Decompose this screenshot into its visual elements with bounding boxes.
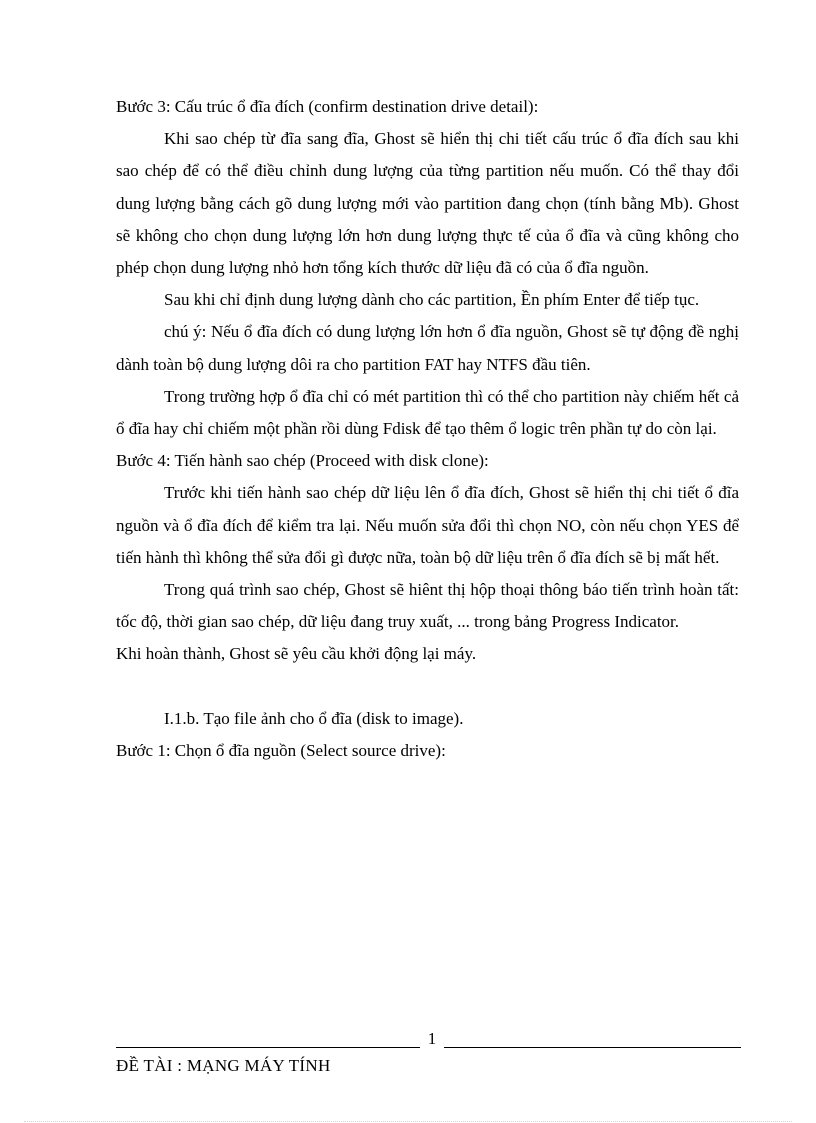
heading-step-3: Bước 3: Cấu trúc ổ đĩa đích (confirm destination drive detail): xyxy=(116,97,539,116)
page-number: 1 xyxy=(420,1030,444,1048)
paragraph: Trong quá trình sao chép, Ghost sẽ hiênt thị hộp thoại thông báo tiến trình hoàn tất: tốc độ, thời gian sao chép, dữ liệu đang truy xuất, ... trong bảng Progress Indicator. xyxy=(116,580,739,632)
section-heading: I.1.b. Tạo file ảnh cho ổ đĩa (disk to image). xyxy=(164,708,464,728)
paragraph: Trong trường hợp ổ đĩa chỉ có mét partition thì có thể cho partition này chiếm hết cả ổ đĩa hay chỉ chiếm một phần rồi dùng Fdisk để tạo thêm ổ logic trên phần tự do còn lại. xyxy=(116,386,739,439)
page-edge-divider xyxy=(24,1121,792,1122)
paragraph: Khi hoàn thành, Ghost sẽ yêu cầu khởi động lại máy. xyxy=(116,644,477,664)
footer-title: ĐỀ TÀI : MẠNG MÁY TÍNH xyxy=(116,1056,331,1075)
body-text xyxy=(116,91,739,767)
heading-step-4: Bước 4: Tiến hành sao chép (Proceed with disk clone): xyxy=(116,451,489,471)
paragraph: Sau khi chỉ định dung lượng dành cho các partition, Ền phím Enter để tiếp tục. xyxy=(164,290,700,310)
blank-line xyxy=(116,671,739,703)
paragraph: Trước khi tiến hành sao chép dữ liệu lên ổ đĩa đích, Ghost sẽ hiển thị chi tiết ổ đĩa nguồn và ổ đĩa đích để kiểm tra lại. Nếu muốn sửa đổi thì chọn NO, còn nếu chọn YES để tiến hành thì không thể sửa đổi gì được nữa, toàn bộ dữ liệu trên ổ đĩa đích sẽ bị mất hết. xyxy=(116,483,739,567)
heading-step-1: Bước 1: Chọn ổ đĩa nguồn (Select source drive): xyxy=(116,740,446,760)
note-paragraph: chú ý: Nếu ổ đĩa đích có dung lượng lớn hơn ổ đĩa nguồn, Ghost sẽ tự động đề nghị dành toàn bộ dung lượng dôi ra cho partition FAT hay NTFS đầu tiên. xyxy=(116,322,739,374)
paragraph: Khi sao chép từ đĩa sang đĩa, Ghost sẽ hiển thị chi tiết cấu trúc ổ đĩa đích sau khi sao chép để có thể điều chỉnh dung lượng của từng partition nếu muốn. Có thể thay đổi dung lượng bằng cách gõ dung lượng mới vào partition đang chọn (tính bằng Mb). Ghost sẽ không cho chọn dung lượng lớn hơn dung lượng thực tế của ổ đĩa và cũng không cho phép chọn dung lượng nhỏ hơn tổng kích thước dữ liệu đã có của ổ đĩa nguồn. xyxy=(116,129,739,278)
